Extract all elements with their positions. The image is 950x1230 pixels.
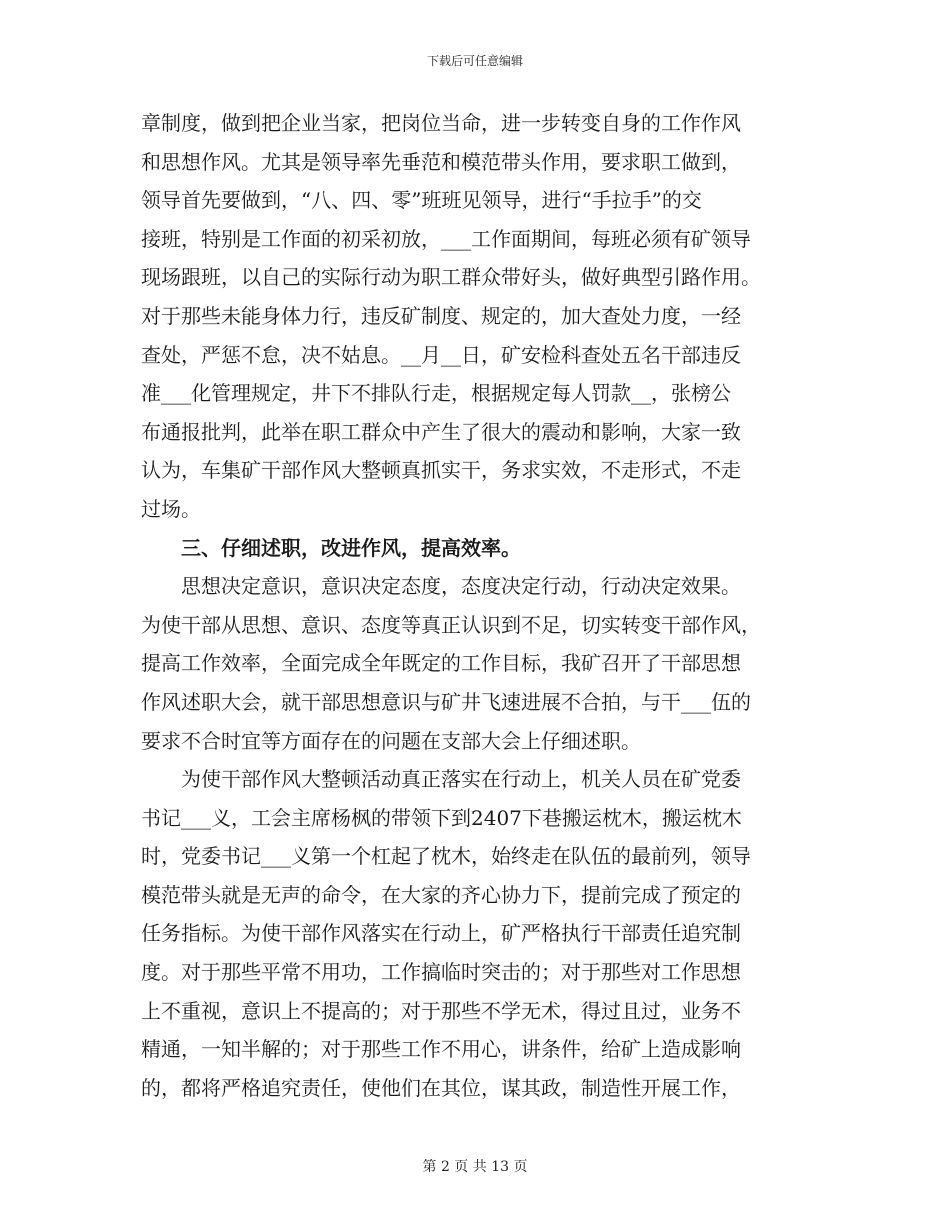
body-line: 查处，严惩不怠，决不姑息。__月__日，矿安检科查处五名干部违反 — [141, 342, 741, 367]
body-line: 准___化管理规定，井下不排队行走，根据规定每人罚款__，张榜公 — [141, 381, 731, 406]
body-line: 上不重视，意识上不提高的；对于那些不学无术，得过且过，业务不 — [141, 998, 741, 1023]
body-line: 作风述职大会，就干部思想意识与矿井飞速进展不合拍，与干___伍的 — [141, 689, 751, 714]
body-line: 为使干部作风大整顿活动真正落实在行动上，机关人员在矿党委 — [181, 767, 741, 792]
body-line: 时，党委书记___义第一个杠起了枕木，始终走在队伍的最前列，领导 — [141, 844, 751, 869]
body-line: 度。对于那些平常不用功，工作搞临时突击的；对于那些对工作思想 — [141, 960, 741, 985]
body-line: 提高工作效率，全面完成全年既定的工作目标，我矿召开了干部思想 — [141, 651, 741, 676]
body-line: 精通，一知半解的；对于那些工作不用心，讲条件，给矿上造成影响 — [141, 1037, 741, 1062]
body-line: 和思想作风。尤其是领导率先垂范和模范带头作用，要求职工做到， — [141, 149, 741, 174]
body-line: 要求不合时宜等方面存在的问题在支部大会上仔细述职。 — [141, 728, 641, 753]
body-line: 现场跟班，以自己的实际行动为职工群众带好头，做好典型引路作用。 — [141, 265, 761, 290]
body-line: 接班，特别是工作面的初采初放，___工作面期间，每班必须有矿领导 — [141, 226, 751, 251]
body-line: 布通报批判，此举在职工群众中产生了很大的震动和影响，大家一致 — [141, 419, 741, 444]
body-line: 模范带头就是无声的命令，在大家的齐心协力下，提前完成了预定的 — [141, 882, 741, 907]
page-header: 下载后可任意编辑 — [426, 54, 523, 68]
body-line: 书记___义，工会主席杨枫的带领下到2407下巷搬运枕木，搬运枕木 — [141, 805, 742, 830]
body-line: 章制度，做到把企业当家，把岗位当命，进一步转变自身的工作作风 — [141, 111, 741, 135]
body-line: 思想决定意识，意识决定态度，态度决定行动，行动决定效果。 — [181, 574, 741, 599]
page-number: 第 2 页 共 13 页 — [422, 1159, 528, 1175]
body-line: 任务指标。为使干部作风落实在行动上，矿严格执行干部责任追究制 — [141, 921, 741, 946]
body-line: 过场。 — [141, 496, 201, 521]
document-body — [141, 104, 813, 1107]
body-line: 的，都将严格追究责任，使他们在其位，谋其政，制造性开展工作， — [141, 1075, 741, 1100]
body-line: 领导首先要做到，“八、四、零”班班见领导，进行“手拉手”的交 — [141, 188, 702, 213]
body-line: 认为，车集矿干部作风大整顿真抓实干，务求实效，不走形式，不走 — [141, 458, 741, 483]
body-line: 对于那些未能身体力行，违反矿制度、规定的，加大查处力度，一经 — [141, 303, 741, 328]
body-line: 为使干部从思想、意识、态度等真正认识到不足，切实转变干部作风， — [141, 612, 761, 637]
section-heading: 三、仔细述职，改进作风，提高效率。 — [181, 535, 521, 560]
